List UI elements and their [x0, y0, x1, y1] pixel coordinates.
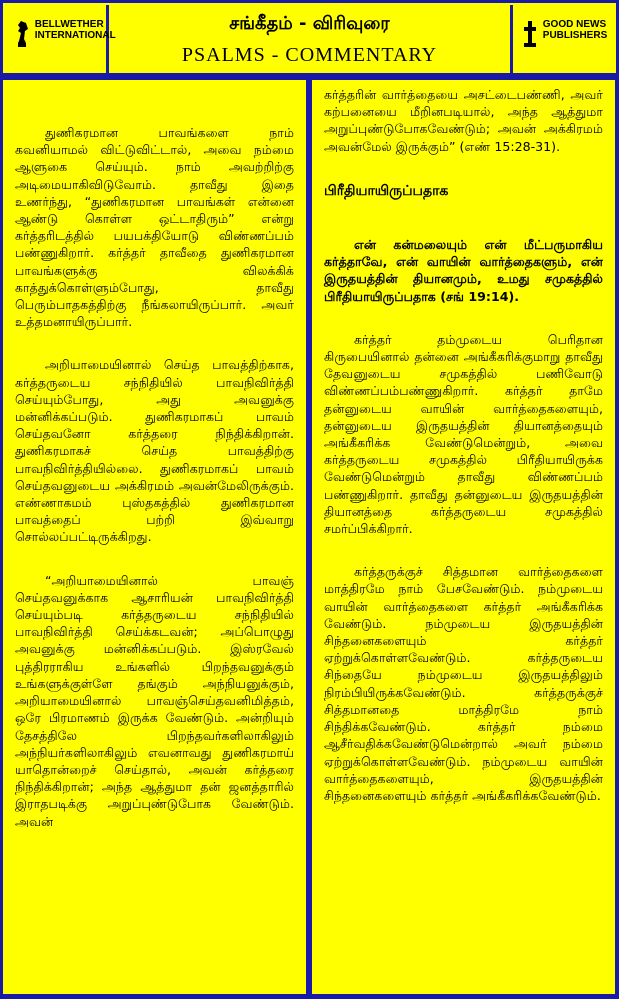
paragraph: கர்த்தர் தம்முடைய பெரிதான கிருபையினால் தன்னை அங்கீகரிக்குமாறு தாவீது தேவனுடைய சமுகத்தில் பணிவோடு விண்ணப்பம்பண்ணுகிறார். கர்த்தர் தாமே தன்னுடைய வாயின் வார்த்தைகளையும், தன்னுடைய இருதயத்தின் தியானத்தையும் அங்கீகரிக்க வேண்டுமென்றும், அவை கர்த்தருடைய சமுகத்தில் பிரீதியாயிருக்க வேண்டுமென்றும் தாவீது விண்ணப்பம் பண்ணுகிறார். தாவீது தன்னுடைய இருதயத்தின் தியானத்தை கர்த்தருடைய சமுகத்தில் சமர்ப்பிக்கிறார்.: [324, 331, 603, 537]
chess-knight-icon: [15, 19, 29, 49]
paragraph: கர்த்தரின் வார்த்தையை அசட்டைபண்ணி, அவர் கற்பனையை மீறினபடியால், அந்த ஆத்துமா அறுப்புண்டுபோகவேண்டும்; அவன் அக்கிரமம் அவன்மேல் இருக்கும்” (எண் 15:28-31).: [324, 87, 603, 154]
section-heading: பிரீதியாயிருப்பதாக: [324, 182, 449, 199]
cross-book-icon: [523, 19, 537, 49]
right-column: [312, 80, 615, 994]
page-header: [0, 0, 619, 76]
paragraph: “அறியாமையினால் பாவஞ் செய்தவனுக்காக ஆசாரியன் பாவநிவிர்த்தி செய்யும்படி கர்த்தருடைய சந்நிதியில் பாவநிவிர்த்தி செய்க்கடவன்; அப்பொழுது அவனுக்கு மன்னிக்கப்படும். இஸ்ரவேல் புத்திரராகிய உங்களில் பிறந்தவனுக்கும் உங்களுக்குள்ளே தங்கும் அந்நியனுக்கும், அறியாமையினால் பாவஞ்செய்தவனிமித்தம், ஒரே பிரமாணம் இருக்க வேண்டும். அன்றியும் தேசத்திலே பிறந்தவர்களிலாகிலும் அந்நியர்களிலாகிலும் எவனாவது துணிகரமாய் யாதொன்றைச் செய்தால், அவன் கர்த்தரை நிந்திக்கிறான்; அந்த ஆத்துமா தன் ஜனத்தாரில் இராதபடிக்கு அறுப்புண்டுபோக வேண்டும். அவன்: [15, 572, 294, 829]
paragraph: கர்த்தருக்குச் சித்தமான வார்த்தைகளை மாத்திரமே நாம் பேசவேண்டும். நம்முடைய வாயின் வார்த்தைகளை கர்த்தர் அங்கீகரிக்க வேண்டும். நம்முடைய இருதயத்தின் சிந்தனைகளையும் கர்த்தர் ஏற்றுக்கொள்ளவேண்டும். கர்த்தருடைய சிந்தையே நம்முடைய இருதயத்திலும் நிரம்பியிருக்கவேண்டும். கர்த்தருக்குச் சித்தமானதை மாத்திரமே நாம் சிந்திக்கவேண்டும். கர்த்தர் நம்மை ஆசீர்வதிக்கவேண்டுமென்றால் அவர் நம்மை ஏற்றுக்கொள்ளவேண்டும். நம்முடைய வாயின் வார்த்தைகளையும், இருதயத்தின் சிந்தனைகளையும் கர்த்தர் அங்கீகரிக்கவேண்டும்.: [324, 564, 603, 803]
right-logo-text: GOOD NEWS PUBLISHERS: [542, 19, 608, 41]
page-title-block: [111, 7, 508, 67]
good-news-logo: [523, 19, 609, 49]
bellwether-logo: [15, 19, 116, 49]
left-column: [3, 80, 306, 994]
scripture-verse: என் கன்மலையும் என் மீட்பருமாகிய கர்த்தாவே, என் வாயின் வார்த்தைகளும், என் இருதயத்தின் தியானமும், உமது சமுகத்தில் பிரீதியாயிருப்பதாக (சங் 19:14).: [324, 237, 603, 304]
left-logo-text: BELLWETHER INTERNATIONAL: [34, 19, 116, 41]
right-logo-box: [510, 5, 614, 73]
paragraph: அறியாமையினால் செய்த பாவத்திற்காக, கர்த்தருடைய சந்நிதியில் பாவநிவிர்த்தி செய்யும்போது, அது அவனுக்கு மன்னிக்கப்படும். துணிகரமாகப் பாவம் செய்தவனோ கர்த்தரை நிந்திக்கிறான். துணிகரமாகச் செய்த பாவத்திற்கு பாவநிவிர்த்தியில்லை. துணிகரமாகப் பாவம் செய்தவனுடைய அக்கிரமம் அவன்மேலிருக்கும். எண்ணாகமம் புஸ்தகத்தில் துணிகரமான பாவத்தைப் பற்றி இவ்வாறு சொல்லப்பட்டிருக்கிறது.: [15, 357, 294, 545]
left-logo-box: [5, 5, 116, 73]
paragraph: துணிகரமான பாவங்களை நாம் கவனியாமல் விட்டுவிட்டால், அவை நம்மை ஆளுகை செய்யும். நாம் அவற்றிற்கு அடிமையாகிவிடுவோம். தாவீது இதை உணர்ந்து, “துணிகரமான பாவங்கள் என்னை ஆண்டு கொள்ள ஒட்டாதிரும்” என்று கர்த்தரிடத்தில் பயபக்தியோடு விண்ணப்பம் பண்ணுகிறார். கர்த்தர் தாவீதை துணிகரமான பாவங்களுக்கு விலக்கிக் காத்துக்கொள்ளும்போது, தாவீது பெரும்பாதகத்திற்கு நீங்கலாயிருப்பார். அவர் உத்தமனாயிருப்பார்.: [15, 125, 294, 330]
page-title-english: PSALMS - COMMENTARY: [181, 44, 438, 66]
page-title-tamil: சங்கீதம் - விரிவுரை: [229, 13, 390, 34]
